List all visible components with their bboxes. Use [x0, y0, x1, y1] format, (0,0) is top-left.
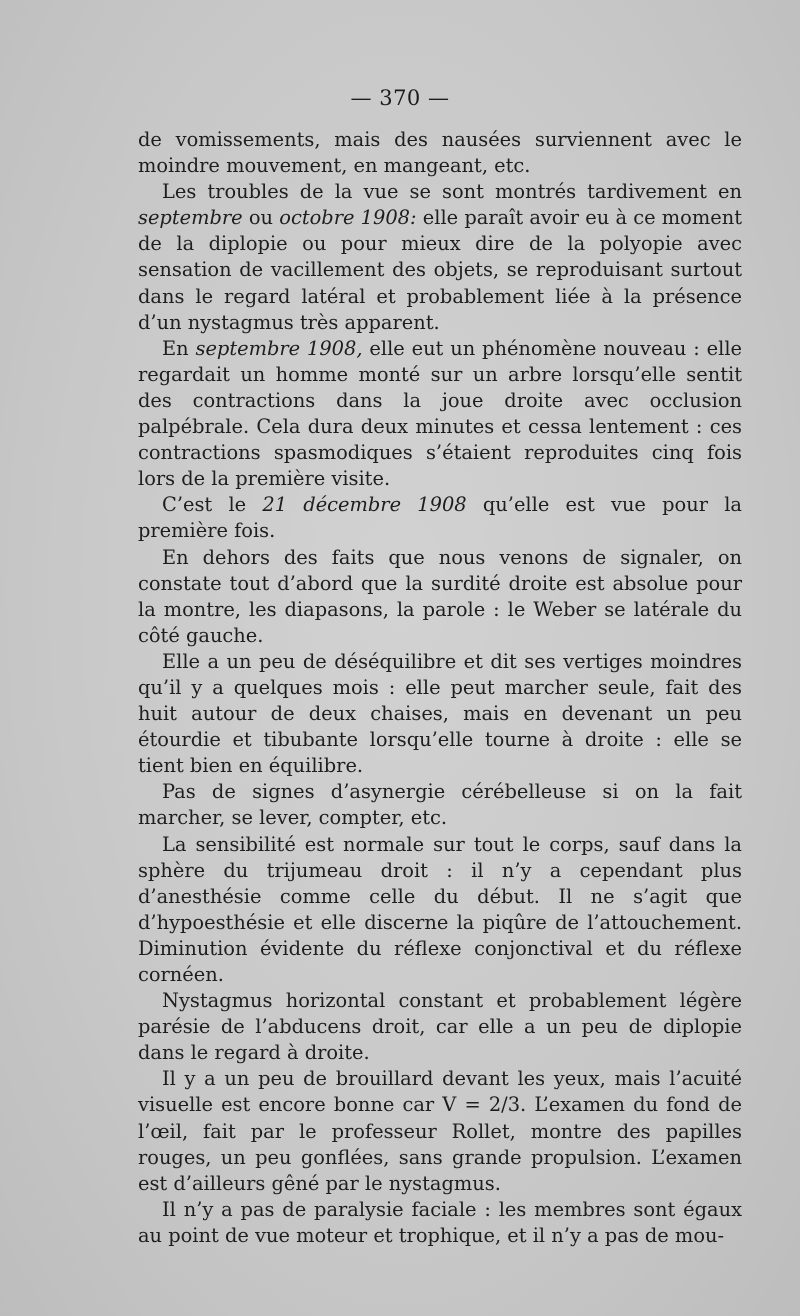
italic-text: octobre 1908: [279, 206, 417, 230]
body-text [138, 127, 742, 1249]
paragraph [138, 127, 742, 179]
text-segment: La sensibilité est normale sur tout le corps, sauf dans la sphère du trijumeau droit : il n’y a cependant plus d’anesthésie comme celle du début. Il ne s’agit que d’hypoesthésie et elle discerne la piqûre de l’attouchement. Diminution évidente du réflexe conjonctival et du réflexe cornéen. [138, 832, 742, 986]
text-segment: elle eut un phénomène nouveau : elle regardait un homme monté sur un arbre lorsqu’elle sentit des contractions dans la joue droite avec occlusion palpébrale. Cela dura deux minutes et cessa lentement : ces contractions spasmodiques s’étaient reproduites cinq fois lors de la première visite. [138, 336, 742, 491]
text-segment: En dehors des faits que nous venons de signaler, on constate tout d’abord que la surdité droite est absolue pour la montre, les diapasons, la parole : le Weber se latérale du côté gauche. [138, 545, 742, 647]
italic-text: septembre 1908, [195, 336, 363, 360]
italic-text: 21 décembre 1908 [262, 493, 467, 517]
paragraph [138, 1066, 742, 1196]
text-segment: qu’elle est vue pour la première fois. [138, 493, 742, 543]
paragraph [138, 492, 742, 544]
paragraph [138, 336, 742, 493]
text-segment: ou [242, 206, 280, 230]
text-segment: de vomissements, mais des nausées surviennent avec le moindre mouvement, en mangeant, etc. [138, 128, 742, 178]
text-segment: Il n’y a pas de paralysie faciale : les membres sont égaux au point de vue moteur et trophique, et il n’y a pas de mou- [138, 1197, 742, 1247]
text-segment: elle paraît avoir eu à ce moment de la diplopie ou pour mieux dire de la polyopie avec sensation de vacillement des objets, se reproduisant surtout dans le regard latéral et probablement liée à la présence d’un nystagmus très apparent. [138, 206, 742, 334]
paragraph [138, 779, 742, 831]
italic-text: septembre [138, 206, 243, 230]
page-number: — 370 — [350, 86, 450, 110]
text-segment: Elle a un peu de déséquilibre et dit ses vertiges moindres qu’il y a quelques mois : elle peut marcher seule, fait des huit autour de deux chaises, mais en devenant un peu étourdie et tibubante lorsqu’elle tourne à droite : elle se tient bien en équilibre. [138, 649, 742, 778]
paragraph [138, 1197, 742, 1249]
paragraph [138, 832, 742, 989]
paragraph [138, 649, 742, 779]
paragraph [138, 988, 742, 1066]
text-segment: Pas de signes d’asynergie cérébelleuse si on la fait marcher, se lever, compter, etc. [138, 780, 742, 830]
text-segment: En [162, 336, 196, 360]
paragraph [138, 179, 742, 336]
text-segment: Les troubles de la vue se sont montrés tardivement en [162, 180, 742, 204]
text-segment: C’est le [162, 493, 263, 517]
paragraph [138, 545, 742, 649]
text-segment: Il y a un peu de brouillard devant les yeux, mais l’acuité visuelle est encore bonne car V = 2/3. L’examen du fond de l’œil, fait par le professeur Rollet, montre des papilles rouges, un peu gonflées, sans grande propulsion. L’examen est d’ailleurs gêné par le nystagmus. [138, 1067, 742, 1195]
text-segment: Nystagmus horizontal constant et probablement légère parésie de l’abducens droit, car elle a un peu de diplopie dans le regard à droite. [138, 989, 742, 1065]
